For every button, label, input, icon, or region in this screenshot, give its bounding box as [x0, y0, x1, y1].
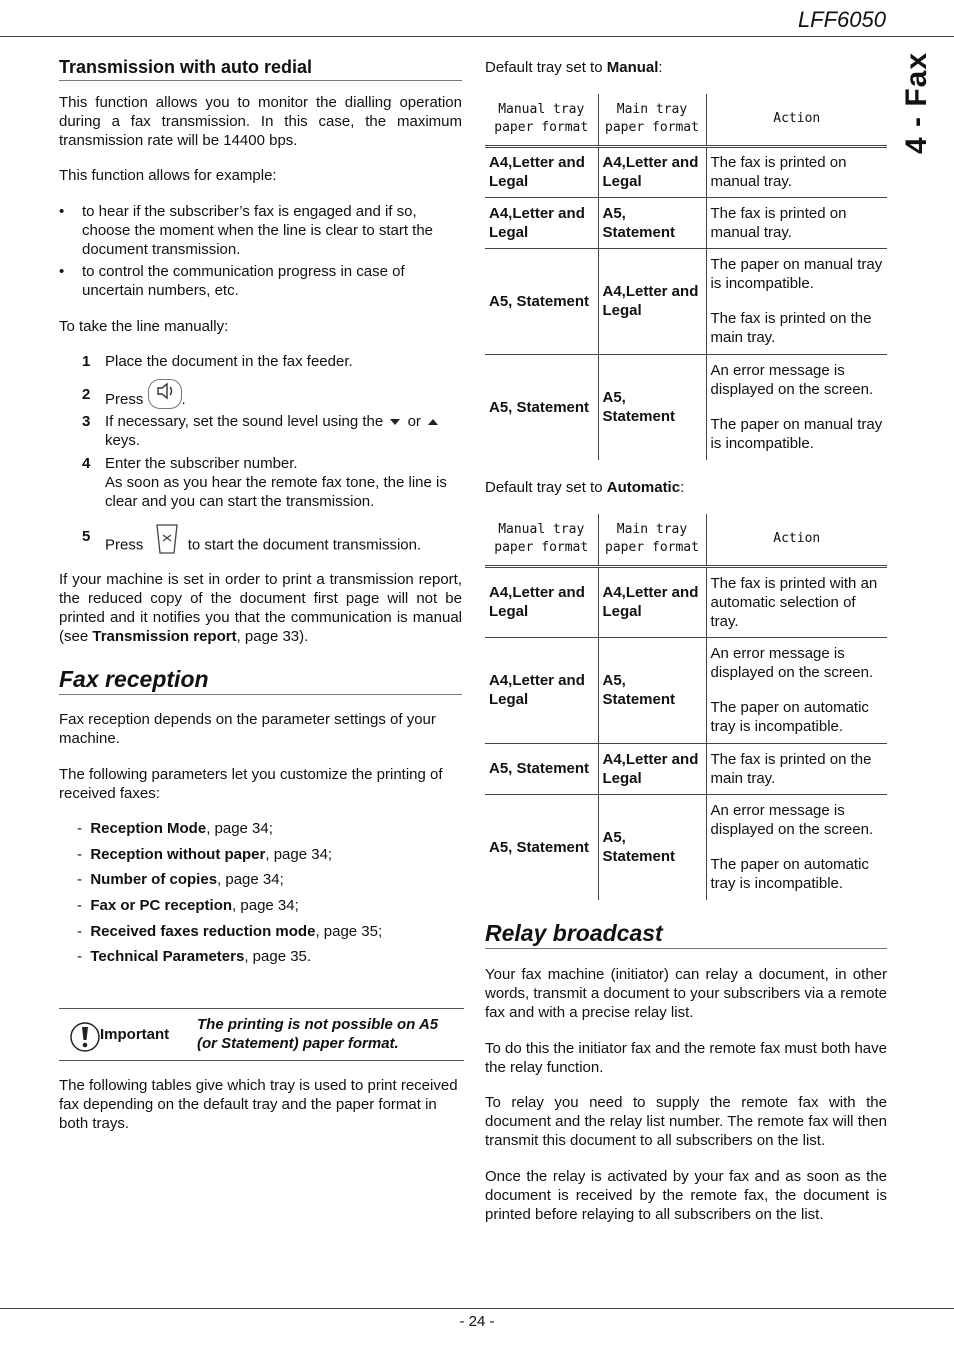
tables-intro: The following tables give which tray is used to print received fax depending on the default tray and the paper format in both trays.: [59, 1077, 458, 1132]
reception-heading: Fax reception: [59, 666, 462, 695]
table-row: A5, Statement A5, Statement An error message is displayed on the screen. The paper on automatic tray is incompatible.: [485, 794, 887, 900]
redial-example-intro: This function allows for example:: [59, 167, 277, 184]
step-4: 4 Enter the subscriber number. As soon as you hear the remote fax tone, the line is clear and you can start the transmission.: [82, 455, 447, 510]
table-header: Main tray paper format: [598, 94, 706, 146]
param-item: - Fax or PC reception, page 34;: [77, 897, 299, 914]
table-row: A5, Statement A4,Letter and Legal The paper on manual tray is incompatible. The fax is printed on the main tray.: [485, 248, 887, 354]
step-1: 1 Place the document in the fax feeder.: [82, 353, 353, 370]
param-item: - Reception without paper, page 34;: [77, 846, 333, 863]
step-2: 2 Press .: [82, 385, 462, 415]
param-item: - Reception Mode, page 34;: [77, 820, 273, 837]
down-arrow-icon: [390, 419, 400, 425]
table-row: A5, Statement A5, Statement An error message is displayed on the screen. The paper on manual tray is incompatible.: [485, 354, 887, 460]
relay-paragraph: To relay you need to supply the remote fax with the document and the relay list number. The remote fax will then transmit this document to all subscribers on the list.: [485, 1094, 887, 1149]
transmission-report-note: If your machine is set in order to print a transmission report, the reduced copy of the document first page will not be printed and it notifies you that the communication is manual (see Transmission report, page 33).: [59, 571, 462, 645]
relay-paragraph: To do this the initiator fax and the remote fax must both have the relay function.: [485, 1040, 887, 1076]
manual-tray-table: [485, 94, 887, 460]
table-row: A4,Letter and Legal A5, Statement The fax is printed on manual tray.: [485, 197, 887, 248]
reception-p2: The following parameters let you customize the printing of received faxes:: [59, 766, 443, 802]
header-model: LFF6050: [797, 7, 886, 32]
page-number: - 24 -: [459, 1313, 495, 1330]
start-key-icon: [154, 523, 180, 560]
table-header: Action: [773, 111, 821, 127]
header-rule: [0, 36, 954, 37]
speaker-key-icon: [148, 379, 182, 409]
important-label: Important: [100, 1026, 170, 1043]
relay-paragraph: Your fax machine (initiator) can relay a document, in other words, transmit a document to your subscribers via a remote fax and with a precise relay list.: [485, 966, 887, 1021]
manual-caption: Default tray set to Manual:: [485, 59, 663, 76]
redial-manual-intro: To take the line manually:: [59, 318, 229, 335]
step-3: 3 If necessary, set the sound level using the or keys.: [82, 412, 462, 450]
automatic-tray-table: [485, 514, 887, 900]
param-item: - Received faxes reduction mode, page 35;: [77, 923, 383, 940]
important-box: [59, 1008, 464, 1061]
important-icon: [69, 1021, 101, 1057]
up-arrow-icon: [428, 419, 438, 425]
step-5: 5 Press to start the document transmission.: [82, 527, 462, 564]
footer-rule: [0, 1308, 954, 1309]
param-item: - Number of copies, page 34;: [77, 871, 284, 888]
table-header: Main tray paper format: [598, 514, 706, 566]
chapter-tab: 4 - Fax: [900, 51, 933, 154]
table-header: Manual tray paper format: [485, 514, 598, 566]
automatic-caption: Default tray set to Automatic:: [485, 479, 685, 496]
redial-bullets: [59, 202, 462, 300]
table-header: Manual tray paper format: [485, 94, 598, 146]
table-row: A4,Letter and Legal A4,Letter and Legal The fax is printed with an automatic selection of tray.: [485, 566, 887, 637]
important-text: The printing is not possible on A5 (or Statement) paper format.: [197, 1016, 439, 1052]
redial-heading: Transmission with auto redial: [59, 57, 462, 81]
redial-intro: This function allows you to monitor the dialling operation during a fax transmission. In this case, the maximum transmission rate will be 14400 bps.: [59, 94, 462, 149]
table-header: Action: [773, 531, 821, 547]
table-row: A5, Statement A4,Letter and Legal The fax is printed on the main tray.: [485, 743, 887, 794]
list-item: • to control the communication progress in case of uncertain numbers, etc.: [59, 262, 462, 300]
param-item: - Technical Parameters, page 35.: [77, 948, 312, 965]
relay-heading: Relay broadcast: [485, 920, 887, 949]
list-item: • to hear if the subscriber’s fax is engaged and if so, choose the moment when the line is clear to start the document transmission.: [59, 202, 462, 259]
table-row: A4,Letter and Legal A4,Letter and Legal The fax is printed on manual tray.: [485, 146, 887, 197]
relay-paragraph: Once the relay is activated by your fax and as soon as the document is received by the remote fax, the document is printed before relaying to all subscribers on the list.: [485, 1168, 887, 1223]
table-row: A4,Letter and Legal A5, Statement An error message is displayed on the screen. The paper on automatic tray is incompatible.: [485, 637, 887, 743]
reception-p1: Fax reception depends on the parameter settings of your machine.: [59, 711, 436, 747]
